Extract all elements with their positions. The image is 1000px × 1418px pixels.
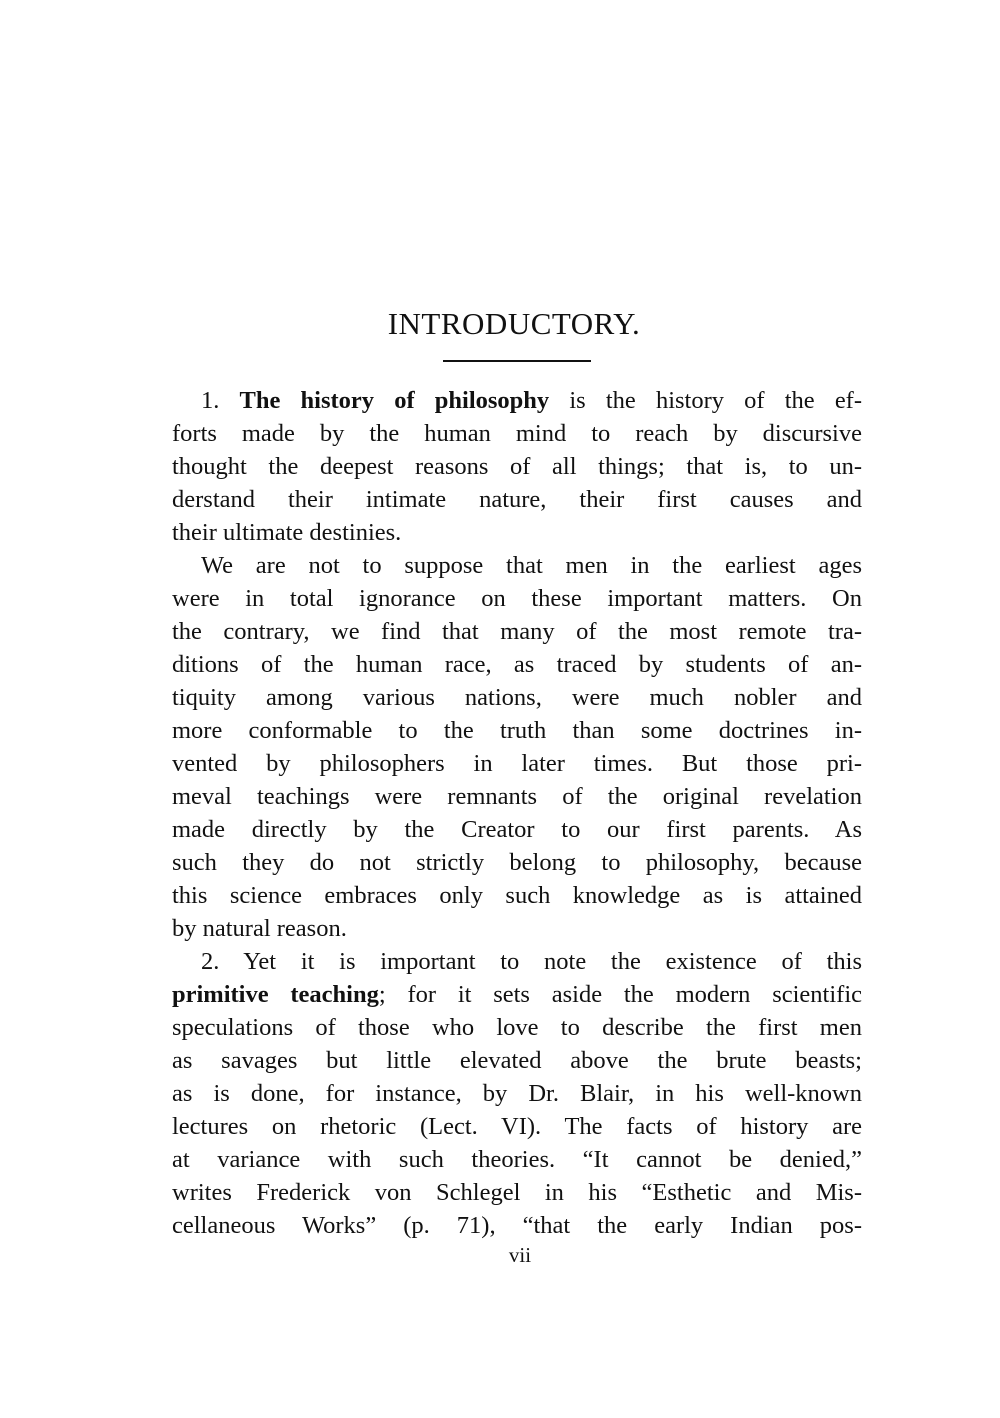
- text-line: [172, 1011, 862, 1044]
- text-span: We are not to suppose that men in the earliest ages: [201, 552, 862, 579]
- text-line: [172, 1176, 862, 1209]
- text-span: is the history of the ef-: [549, 387, 863, 414]
- bold-phrase: The history of philosophy: [239, 387, 550, 414]
- text-span: the contrary, we find that many of the most remote tra-: [172, 618, 862, 645]
- text-line: [172, 1143, 862, 1176]
- text-span: ditions of the human race, as traced by students of an-: [172, 651, 862, 678]
- text-span: such they do not strictly belong to philosophy, because: [172, 849, 862, 876]
- text-line: [172, 582, 862, 615]
- text-line: [172, 549, 862, 582]
- text-line: [172, 879, 862, 912]
- title-rule: [443, 360, 591, 362]
- body-text: [172, 384, 862, 1242]
- text-span: their ultimate destinies.: [172, 519, 402, 546]
- text-line: [172, 615, 862, 648]
- text-span: made directly by the Creator to our first parents. As: [172, 816, 862, 843]
- text-span: forts made by the human mind to reach by discursive: [172, 420, 862, 447]
- text-line: [172, 483, 862, 516]
- text-line: [172, 978, 862, 1011]
- text-line: [172, 648, 862, 681]
- text-span: cellaneous Works” (p. 71), “that the early Indian pos-: [172, 1212, 862, 1239]
- text-line: [172, 1110, 862, 1143]
- text-span: writes Frederick von Schlegel in his “Esthetic and Mis-: [172, 1179, 862, 1206]
- text-line: [172, 516, 862, 549]
- text-span: lectures on rhetoric (Lect. VI). The facts of history are: [172, 1113, 862, 1140]
- text-span: by natural reason.: [172, 915, 347, 942]
- text-line: [172, 681, 862, 714]
- text-line: [172, 417, 862, 450]
- text-line: [172, 714, 862, 747]
- text-span: more conformable to the truth than some doctrines in-: [172, 717, 862, 744]
- text-line: [172, 1209, 862, 1242]
- page-number: vii: [508, 1243, 532, 1267]
- text-line: [172, 1044, 862, 1077]
- text-span: this science embraces only such knowledge as is attained: [172, 882, 862, 909]
- text-span: as savages but little elevated above the brute beasts;: [172, 1047, 862, 1074]
- bold-phrase: primitive teaching: [172, 981, 379, 1008]
- text-line: [172, 747, 862, 780]
- text-span: ; for it sets aside the modern scientific: [378, 981, 862, 1008]
- text-span: derstand their intimate nature, their first causes and: [172, 486, 862, 513]
- text-line: [172, 912, 862, 945]
- text-span: vented by philosophers in later times. But those pri-: [172, 750, 862, 777]
- text-line: [172, 450, 862, 483]
- text-span: 2. Yet it is important to note the existence of this: [201, 948, 862, 975]
- text-span: meval teachings were remnants of the original revelation: [172, 783, 862, 810]
- text-span: tiquity among various nations, were much nobler and: [172, 684, 862, 711]
- text-line: [172, 780, 862, 813]
- text-span: thought the deepest reasons of all things; that is, to un-: [172, 453, 862, 480]
- text-span: speculations of those who love to describe the first men: [172, 1014, 862, 1041]
- text-line: [172, 846, 862, 879]
- text-line: [172, 945, 862, 978]
- text-span: 1.: [201, 387, 240, 414]
- text-line: [172, 1077, 862, 1110]
- text-line: [172, 813, 862, 846]
- text-span: as is done, for instance, by Dr. Blair, in his well-known: [172, 1080, 862, 1107]
- text-span: were in total ignorance on these important matters. On: [172, 585, 862, 612]
- page-title: INTRODUCTORY.: [387, 306, 641, 341]
- text-span: at variance with such theories. “It cannot be denied,”: [172, 1146, 862, 1173]
- text-line: [172, 384, 862, 417]
